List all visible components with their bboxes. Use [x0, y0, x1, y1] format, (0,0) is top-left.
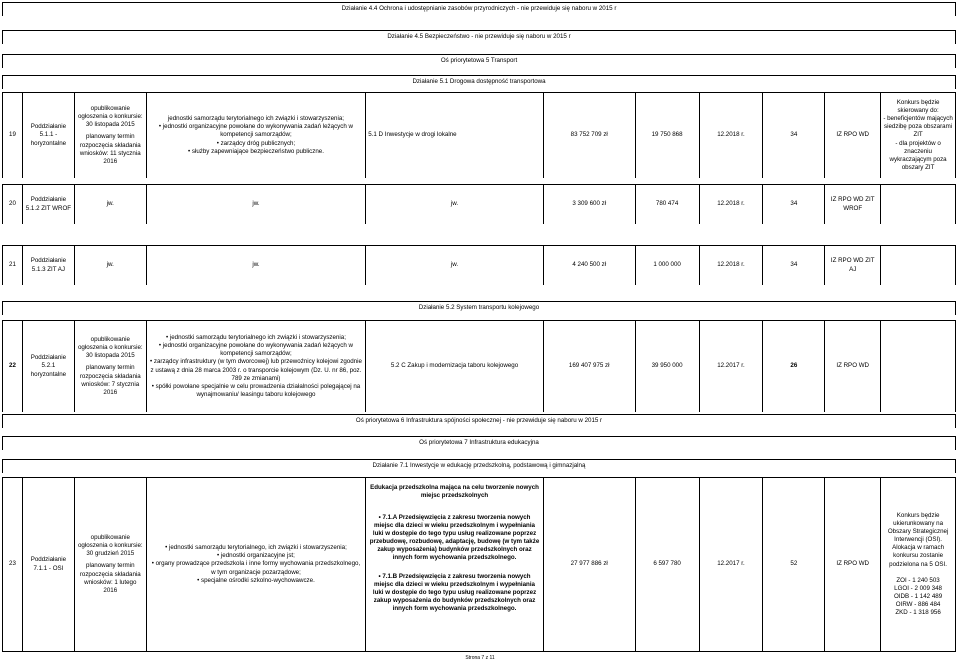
- beneficiaries-cell: [147, 478, 367, 651]
- note-line: Konkurs będzie ukierunkowany na Obszary Strategicznej Interwencji (OSI). Alokacja w ramach konkursu zostanie podzielona na 5 OSI.: [887, 512, 949, 568]
- allocation-total: 83 752 709 zł: [544, 93, 636, 178]
- section-header-7-1: [2, 459, 956, 473]
- institution-cell: IZ RPO WD: [825, 478, 881, 651]
- beneficiaries-cell: jw.: [147, 246, 367, 285]
- beneficiary-item: • specjalne ośrodki szkolno-wychowawcze.: [197, 576, 315, 584]
- allocation-total: 169 407 975 zł: [544, 321, 636, 412]
- number-cell: 34: [763, 93, 825, 178]
- table-row-23: [2, 477, 956, 651]
- dates-cell: [75, 478, 147, 651]
- institution-cell: IZ RPO WD ZIT AJ: [825, 246, 881, 285]
- project-type-cell: jw.: [366, 185, 544, 224]
- submission-date: planowany termin rozpoczęcia składania wniosków: 1 lutego 2016: [79, 562, 141, 594]
- dates-cell: [75, 93, 147, 178]
- notes-cell: [881, 321, 955, 412]
- project-type-a: • 7.1.A Przedsięwzięcia z zakresu tworzenia nowych miejsc dla dzieci w wieku przedszkolnym i wypełniania luki w dostępie do tego typu usług realizowane poprzez przebudowę, rozbudowę, adaptację, budowę (w tym także zakup wyposażenia) budynków przedszkolnych oraz innych form wychowania przedszkolnego.: [369, 514, 540, 562]
- table-row-21: [2, 245, 956, 285]
- subaction-cell: Poddziałanie 7.1.1 - OSI: [23, 478, 75, 651]
- project-type-title: Edukacja przedszkolna mająca na celu tworzenie nowych miejsc przedszkolnych: [370, 484, 539, 500]
- note-line: OIRW - 886 484: [895, 600, 941, 608]
- axis-header-5: [2, 54, 956, 68]
- allocation-total: 27 977 886 zł: [544, 478, 636, 651]
- axis-header-7: [2, 436, 956, 450]
- allocation-total: 3 309 600 zł: [544, 185, 636, 224]
- publication-date: opublikowanie ogłoszenia o konkursie: 30 listopada 2015: [77, 105, 143, 129]
- allocation-eu: 1 000 000: [636, 246, 700, 285]
- dates-cell: jw.: [75, 185, 147, 224]
- section-header-5-2: [2, 301, 956, 315]
- header-text: Oś priorytetowa 7 Infrastruktura edukacyjna: [419, 439, 539, 447]
- allocation-eu: 780 474: [636, 185, 700, 224]
- table-bottom-border: [2, 651, 956, 652]
- project-type-cell: jw.: [366, 246, 544, 285]
- subaction-cell: Poddziałanie 5.1.3 ZIT AJ: [23, 246, 75, 285]
- beneficiaries-cell: [147, 93, 367, 178]
- notes-cell: [881, 478, 955, 651]
- beneficiaries-cell: [147, 321, 367, 412]
- project-type-cell: [366, 478, 544, 651]
- institution-cell: IZ RPO WD ZIT WROF: [825, 185, 881, 224]
- page-number: Strona 7 z 11: [465, 655, 495, 661]
- number-cell: 26: [763, 321, 825, 412]
- submission-date: planowany termin rozpoczęcia składania wniosków: 7 stycznia 2016: [79, 364, 141, 396]
- end-date: 12.2018 r.: [700, 246, 764, 285]
- notes-cell: [881, 185, 955, 224]
- document-table: [2, 2, 958, 651]
- note-line: - beneficjentów mających siedzibę poza obszarami ZIT: [883, 115, 953, 139]
- project-type-cell: 5.2 C Zakup i modernizacja taboru kolejowego: [366, 321, 544, 412]
- note-line: ZOI - 1 240 503: [896, 576, 940, 584]
- subaction-cell: Poddziałanie 5.1.1 - horyzontalne: [23, 93, 75, 178]
- row-number: 22: [3, 321, 23, 412]
- beneficiary-item: • spółki powołane specjalnie w celu prowadzenia działalności polegającej na wynajmowaniu/ leasingu taboru kolejowego: [151, 382, 361, 398]
- submission-date: planowany termin rozpoczęcia składania wniosków: 11 stycznia 2016: [79, 133, 141, 165]
- end-date: 12.2018 r.: [700, 185, 764, 224]
- institution-cell: IZ RPO WD: [825, 93, 881, 178]
- institution-cell: IZ RPO WD: [825, 321, 881, 412]
- beneficiary-item: • jednostki organizacyjne powołane do wykonywania zadań leżących w kompetencji samorządów;: [158, 123, 353, 139]
- beneficiary-item: • organy prowadzące przedszkola i inne formy wychowania przedszkolnego, w tym organizacje pozarządowe;: [151, 560, 361, 576]
- subaction-cell: Poddziałanie 5.2.1 horyzontalne: [23, 321, 75, 412]
- beneficiary-item: • jednostki organizacyjne powołane do wykonywania zadań leżących w kompetencji samorządów;: [158, 342, 353, 358]
- beneficiaries-cell: jw.: [147, 185, 367, 224]
- notes-cell: [881, 93, 955, 178]
- header-text: Działanie 7.1 Inwestycje w edukację przedszkolną, podstawową i gimnazjalną: [372, 462, 586, 470]
- end-date: 12.2017 r.: [700, 321, 764, 412]
- note-line: OIDB - 1 142 489: [894, 592, 943, 600]
- header-text: Działanie 4.4 Ochrona i udostępnianie zasobów przyrodniczych - nie przewiduje się naboru w 2015 r: [341, 5, 617, 13]
- number-cell: 34: [763, 185, 825, 224]
- row-number: 19: [3, 93, 23, 178]
- number-cell: 52: [763, 478, 825, 651]
- section-header-4-5: [2, 30, 956, 44]
- beneficiary-item: jednostki samorządu terytorialnego ich związki i stowarzyszenia;: [167, 115, 344, 123]
- publication-date: opublikowanie ogłoszenia o konkursie: 30 grudzień 2015: [77, 534, 143, 558]
- row-number: 21: [3, 246, 23, 285]
- table-row-19: [2, 92, 956, 178]
- allocation-eu: 19 750 868: [636, 93, 700, 178]
- axis-header-6: [2, 414, 956, 428]
- section-header-4-4: [2, 2, 956, 16]
- row-number: 20: [3, 185, 23, 224]
- notes-cell: [881, 246, 955, 285]
- number-cell: 34: [763, 246, 825, 285]
- header-text: Oś priorytetowa 6 Infrastruktura spójności społecznej - nie przewiduje się naboru w 2015 r: [355, 417, 603, 425]
- header-text: Oś priorytetowa 5 Transport: [440, 57, 518, 65]
- table-row-22: [2, 320, 956, 412]
- end-date: 12.2017 r.: [700, 478, 764, 651]
- table-row-20: [2, 184, 956, 224]
- note-line: - dla projektów o znaczeniu wykraczającym poza obszary ZIT: [889, 139, 947, 171]
- section-header-5-1: [2, 75, 956, 89]
- header-text: Działanie 5.2 System transportu kolejowego: [418, 304, 540, 312]
- allocation-eu: 39 950 000: [636, 321, 700, 412]
- project-type-b: • 7.1.B Przedsięwzięcia z zakresu tworzenia nowych miejsc dla dzieci w wieku przedszkolnym i wypełniania luki w dostępie do tego typu usług realizowane poprzez zakup wyposażenia do budynków przedszkolnych oraz innych form wychowania przedszkolnego.: [372, 572, 537, 612]
- beneficiary-item: • zarządcy infrastruktury (w tym dworcowej) lub przewoźnicy kolejowi zgodnie z ustawą z dnia 28 marca 2003 r. o transporcie kolejowym (Dz. U. nr 86, poz. 789 ze zmianami): [149, 358, 362, 382]
- note-line: Konkurs będzie skierowany do:: [896, 99, 940, 115]
- subaction-cell: Poddziałanie 5.1.2 ZIT WROF: [23, 185, 75, 224]
- allocation-eu: 6 597 780: [636, 478, 700, 651]
- dates-cell: [75, 321, 147, 412]
- allocation-total: 4 240 500 zł: [544, 246, 636, 285]
- header-text: Działanie 5.1 Drogowa dostępność transportowa: [412, 78, 546, 86]
- beneficiary-item: • jednostki samorządu terytorialnego, ich związki i stowarzyszenia;: [165, 544, 347, 552]
- project-type-cell: 5.1 D Inwestycje w drogi lokalne: [366, 93, 544, 178]
- beneficiary-item: • służby zapewniające bezpieczeństwo publiczne.: [187, 147, 324, 155]
- note-line: LGOI - 2 009 348: [894, 584, 942, 592]
- row-number: 23: [3, 478, 23, 651]
- end-date: 12.2018 r.: [700, 93, 764, 178]
- beneficiary-item: • jednostki organizacyjne jst;: [217, 552, 295, 560]
- header-text: Działanie 4.5 Bezpieczeństwo - nie przewiduje się naboru w 2015 r: [387, 33, 571, 41]
- beneficiary-item: • zarządcy dróg publicznych;: [216, 139, 296, 147]
- beneficiary-item: • jednostki samorządu terytorialnego ich związki i stowarzyszenia;: [165, 334, 346, 342]
- publication-date: opublikowanie ogłoszenia o konkursie: 30 listopada 2015: [77, 336, 143, 360]
- dates-cell: jw.: [75, 246, 147, 285]
- note-line: ZKD - 1 318 956: [895, 608, 941, 616]
